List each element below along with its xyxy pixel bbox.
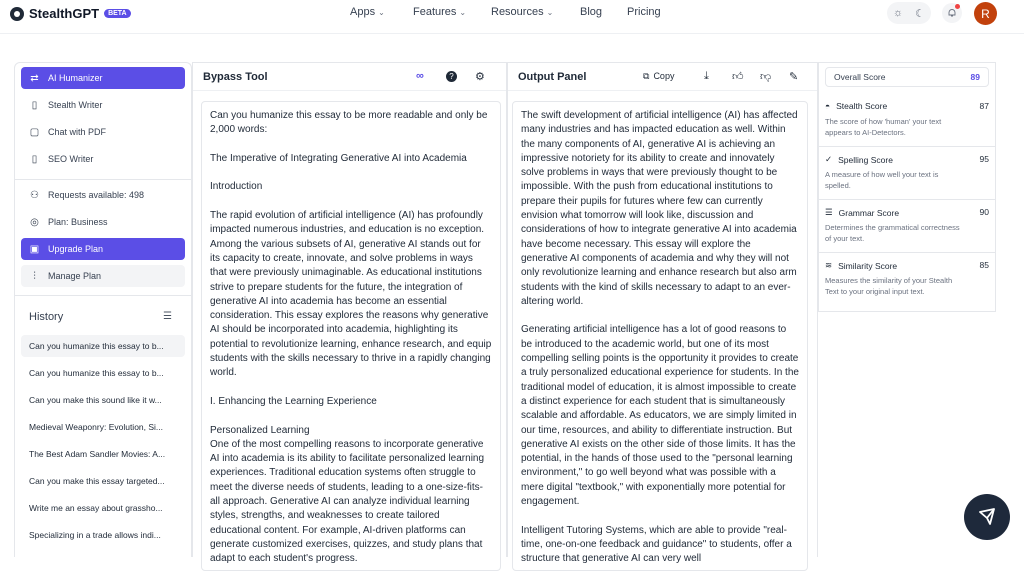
moon-icon[interactable]: ☾ <box>915 7 925 20</box>
score-description: Measures the similarity of your Stealth Text to your original input text. <box>825 276 953 296</box>
check-circle-icon: ◎ <box>30 216 39 228</box>
output-paragraph: The swift development of artificial intelligence (AI) has affected many industries and has impacted education as well. Within the many components of AI, generative AI is achieving an impressive notoriety for its ability to create and innovately solve problems in ways that were previously thought to be impossible. With the push from educational institutions to prepare their pupils for futures where few can currently envision what tomorrow will look like, discussion and considerations of how to integrate generative AI into academia have become necessary. This essay will explore the generative AI components of academia and why they will not only revolutionize learning and enhance research but also arm students with the kind of skills necessary to adapt to an ever-altering world. <box>521 110 798 307</box>
copy-icon: ⧉ <box>643 71 650 81</box>
theme-toggle[interactable] <box>887 2 931 24</box>
nav-apps-label: Apps <box>350 6 376 18</box>
output-panel <box>507 62 818 565</box>
upgrade-plan-button[interactable] <box>21 238 185 260</box>
sidebar-item-ai-humanizer[interactable] <box>21 67 185 89</box>
sun-icon[interactable]: ☼ <box>893 7 904 19</box>
plan-status <box>21 211 185 233</box>
score-value: 95 <box>979 154 989 164</box>
requests-label: Requests available: 498 <box>48 190 145 200</box>
filter-list-icon[interactable]: ☰ <box>163 311 172 322</box>
list-check-icon: ☰ <box>825 207 833 217</box>
history-item[interactable]: The Best Adam Sandler Movies: A... <box>29 449 166 459</box>
nav-resources[interactable] <box>491 6 553 18</box>
history-item[interactable]: Write me an essay about grassho... <box>29 503 163 513</box>
nav-features-label: Features <box>413 6 457 18</box>
document-icon: ▯ <box>31 99 38 111</box>
score-name: Grammar Score <box>838 207 900 218</box>
bypass-tool-panel <box>192 62 507 565</box>
score-description: The score of how 'human' your text appears to AI-Detectors. <box>825 117 942 137</box>
manage-plan-button[interactable] <box>21 265 185 287</box>
score-value: 87 <box>979 101 989 111</box>
overall-score-value: 89 <box>970 72 980 82</box>
score-name: Stealth Score <box>836 101 888 111</box>
chat-support-button[interactable] <box>964 494 1010 540</box>
score-value: 90 <box>979 207 989 217</box>
chat-support-icon <box>976 506 998 528</box>
bypass-panel-header <box>193 63 506 91</box>
overall-score-label: Overall Score <box>834 72 886 82</box>
manage-plan-label: Manage Plan <box>48 271 102 281</box>
chevron-down-icon: ⌄ <box>459 7 467 17</box>
requests-available <box>21 184 185 206</box>
thumbs-up-icon[interactable]: 👍︎ <box>732 71 744 83</box>
scores-panel <box>818 62 996 312</box>
notifications-button[interactable] <box>942 3 962 23</box>
similarity-score <box>819 254 995 306</box>
notification-dot <box>955 4 960 9</box>
history-item[interactable]: Can you humanize this essay to b... <box>29 368 164 378</box>
output-panel-header <box>508 63 817 91</box>
score-value: 85 <box>979 260 989 270</box>
history-item[interactable]: Can you make this essay targeted... <box>29 476 165 486</box>
divider <box>15 179 191 180</box>
output-paragraph: Generating artificial intelligence has a lot of good reasons to be introduced to the academic world, but one of its most compelling selling points is the opportunity it provides to create a truly personalized educational experience for students. In the traditional model of education, it is almost impossible to create a distinct experience for each student that is simultaneously scalable and affordable. As educators, we are simply limited in our time, resources, and ability to differentiate instruction. But generative AI exists on the other side of those limits. It has the potential, in the hands of those used to the "personal learning environment," to go well beyond what was possible with a mere digital "textbook," with exponentially more potential for engagement. <box>521 324 799 508</box>
bell-icon <box>947 8 957 18</box>
history-item[interactable]: Medieval Weaponry: Evolution, Si... <box>29 422 164 432</box>
input-paragraph: Personalized Learning <box>210 424 310 436</box>
overall-score <box>825 67 989 87</box>
brand-logo[interactable] <box>10 6 131 21</box>
history-item[interactable]: Can you make this sound like it w... <box>29 395 162 405</box>
users-icon: ⚇ <box>30 189 39 201</box>
nav-pricing-label: Pricing <box>627 6 661 18</box>
score-name: Similarity Score <box>838 260 898 271</box>
score-name: Spelling Score <box>838 154 893 165</box>
grammar-score <box>819 201 995 253</box>
chat-icon: ▢ <box>29 126 40 138</box>
divider <box>15 295 191 296</box>
nav-apps[interactable] <box>350 6 385 18</box>
history-title: History <box>29 311 64 323</box>
sidebar-item-seo-writer[interactable] <box>21 148 185 170</box>
upgrade-plan-label: Upgrade Plan <box>48 244 104 254</box>
spellcheck-icon: ✓ <box>825 154 833 164</box>
logo-icon <box>10 7 24 21</box>
nav-blog[interactable] <box>580 6 602 18</box>
brand-name: StealthGPT <box>29 6 100 21</box>
sidebar-item-label: Chat with PDF <box>48 127 107 137</box>
score-description: Determines the grammatical correctness of your text. <box>825 223 960 243</box>
copy-label: Copy <box>653 71 675 81</box>
stealth-score <box>819 95 995 147</box>
top-navigation-bar <box>0 0 1024 34</box>
copy-button[interactable] <box>643 71 674 82</box>
score-description: A measure of how well your text is spelled. <box>825 170 939 190</box>
input-paragraph: I. Enhancing the Learning Experience <box>210 395 377 407</box>
sidebar-item-label: AI Humanizer <box>48 73 103 83</box>
gear-icon[interactable]: ⚙ <box>475 71 485 83</box>
history-item[interactable]: Specializing in a trade allows indi... <box>29 530 161 540</box>
nav-resources-label: Resources <box>491 6 544 18</box>
input-paragraph: The Imperative of Integrating Generative AI into Academia <box>210 152 467 164</box>
edit-icon[interactable]: ✎ <box>789 71 799 83</box>
nav-features[interactable] <box>413 6 466 18</box>
output-textarea[interactable] <box>512 101 808 571</box>
sidebar <box>14 62 192 557</box>
help-icon[interactable]: ? <box>446 71 457 82</box>
input-paragraph: The rapid evolution of artificial intelligence (AI) has profoundly impacted numerous industries, and education is no exception. Among the various subsets of AI, generative AI stands out for its capacity to create, innovate, and solve problems in ways that were previously unimaginable. As educational institutions strive to prepare students for the future, the integration of generative AI into academia has become an essential consideration. This essay explores the reasons why generative AI should be incorporated into academia, highlighting its potential to revolutionize learning, enhance research, and equip students with the skills necessary to thrive in a rapidly changing world. <box>210 210 492 379</box>
document-icon: ▯ <box>31 153 38 165</box>
bypass-input-textarea[interactable] <box>201 101 501 571</box>
nav-pricing[interactable] <box>627 6 661 18</box>
input-paragraph: One of the most compelling reasons to incorporate generative AI into academia is its ability to facilitate personalized learning experiences. Traditional education systems often struggle to meet the diverse needs of students, leading to a one-size-fits-all approach. Generative AI can analyze individual learning styles, strengths, and weaknesses to create tailored educational content. For example, AI-driven platforms can generate customized exercises, quizzes, and study plans that adapt to each student's progress. <box>210 438 485 565</box>
sidebar-item-stealth-writer[interactable] <box>21 94 185 116</box>
sidebar-item-label: SEO Writer <box>48 154 94 164</box>
avatar[interactable]: R <box>974 2 997 25</box>
input-paragraph: Can you humanize this essay to be more readable and only be 2,000 words: <box>210 110 488 136</box>
sidebar-item-label: Stealth Writer <box>48 100 103 110</box>
sliders-icon: ⫶ <box>33 270 36 282</box>
output-paragraph: Intelligent Tutoring Systems, which are able to provide "real-time, one-on-one feedback and guidance" to students, offer a structure that generative AI can very well <box>521 524 792 565</box>
input-paragraph: Introduction <box>210 181 263 193</box>
chevron-down-icon: ⌄ <box>546 7 554 17</box>
stealth-icon: ◓ <box>825 101 831 111</box>
image-icon: ▣ <box>29 243 40 255</box>
nav-blog-label: Blog <box>580 6 603 18</box>
link-icon[interactable]: ∞ <box>416 70 424 82</box>
similarity-icon: ≋ <box>825 260 833 270</box>
beta-badge: BETA <box>104 9 131 18</box>
plan-label: Plan: Business <box>48 217 108 227</box>
thumbs-down-icon[interactable]: 👎︎ <box>760 71 772 83</box>
swap-icon: ⇄ <box>30 72 39 84</box>
sidebar-item-chat-with-pdf[interactable] <box>21 121 185 143</box>
spelling-score <box>819 148 995 200</box>
bypass-panel-title: Bypass Tool <box>203 71 268 83</box>
chevron-down-icon: ⌄ <box>378 7 385 17</box>
history-item[interactable]: Can you humanize this essay to b... <box>21 335 185 357</box>
output-panel-title: Output Panel <box>518 71 587 83</box>
download-icon[interactable]: ⤓ <box>704 70 709 82</box>
